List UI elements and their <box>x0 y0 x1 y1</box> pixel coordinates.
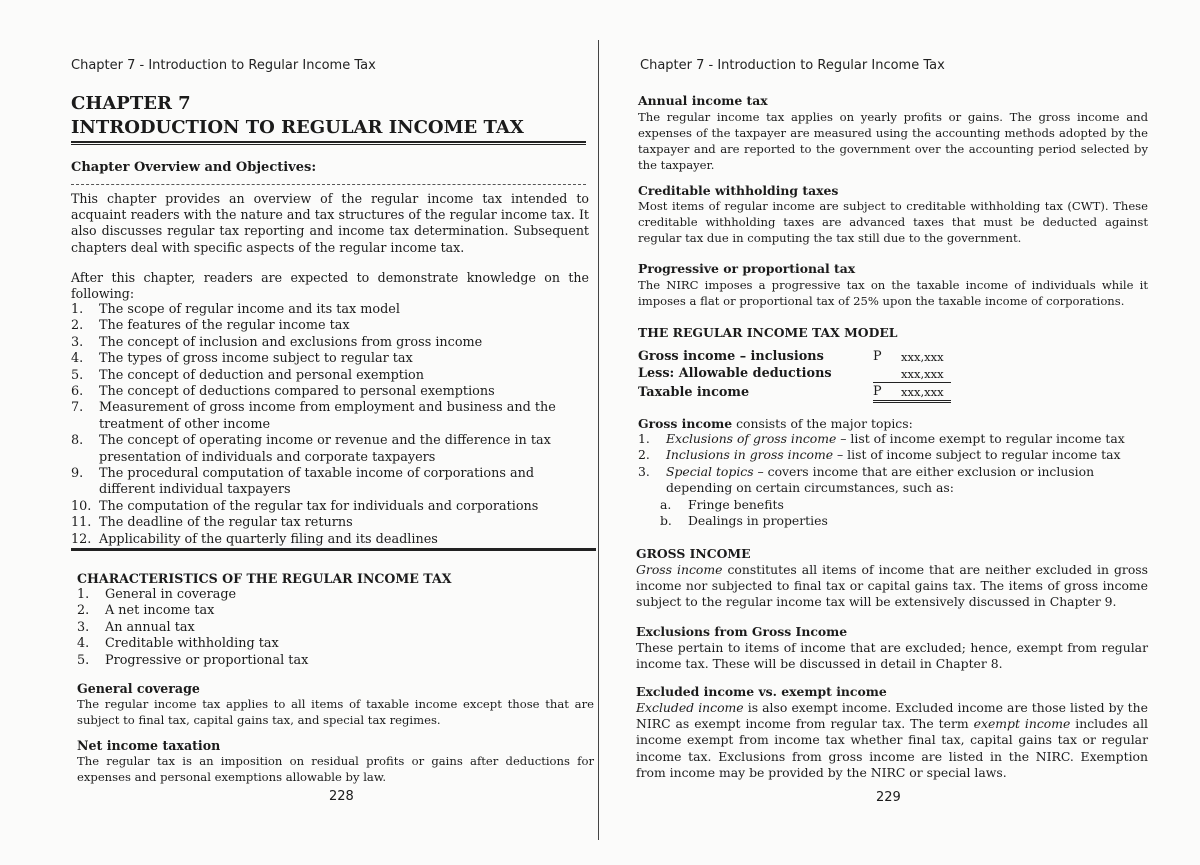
list-item-text: The concept of operating income or revenue and the difference in tax presentation of individuals and corporate taxpayers <box>99 433 551 465</box>
net-income-heading: Net income taxation <box>77 738 221 753</box>
list-item-text <box>666 447 1150 463</box>
after-chapter-paragraph: After this chapter, readers are expected to demonstrate knowledge on the following: <box>71 270 589 302</box>
gross-income-intro <box>638 416 1148 432</box>
list-item-text: Measurement of gross income from employment and business and the treatment of other income <box>99 400 556 432</box>
list-item-text: The computation of the regular tax for individuals and corporations <box>99 498 539 514</box>
list-item <box>71 351 589 367</box>
list-item-text: The features of the regular income tax <box>99 318 350 334</box>
model-amount: xxx,xxx <box>901 383 951 402</box>
progressive-heading: Progressive or proportional tax <box>638 261 856 276</box>
running-head-left: Chapter 7 - Introduction to Regular Income Tax <box>71 58 376 73</box>
page-number-right: 229 <box>876 790 901 805</box>
list-item-text: The types of gross income subject to regular tax <box>99 351 413 367</box>
excluded-vs-exempt-heading: Excluded income vs. exempt income <box>636 684 887 699</box>
dashed-divider <box>71 184 586 185</box>
running-head-right: Chapter 7 - Introduction to Regular Income Tax <box>640 58 945 73</box>
list-item-emphasis: Inclusions in gross income <box>666 447 834 463</box>
list-item-text: An annual tax <box>105 619 195 635</box>
list-item-number: b. <box>660 513 672 529</box>
page-number-left: 228 <box>329 789 354 804</box>
characteristics-list <box>77 587 587 669</box>
list-item-number: a. <box>660 497 672 512</box>
list-item-number: 10. <box>71 498 92 514</box>
list-item-number: 11. <box>71 515 92 531</box>
gross-intro-bold: Gross income <box>638 416 733 431</box>
list-item <box>71 433 589 466</box>
list-item-number: 5. <box>71 367 84 383</box>
list-item-rest: – list of income subject to regular income tax <box>833 447 1121 463</box>
tax-model-table <box>638 348 951 403</box>
list-item <box>77 587 587 603</box>
gross-income-heading: GROSS INCOME <box>636 546 751 561</box>
list-item-text <box>666 431 1150 447</box>
overview-paragraph: This chapter provides an overview of the regular income tax intended to acquaint readers with the nature and tax structures of the regular income tax. It also discusses regular tax reporting and income tax determination. Subsequent chapters deal with specific aspects of the regular income tax. <box>71 191 589 255</box>
progressive-paragraph: The NIRC imposes a progressive tax on the taxable income of individuals while it imposes a flat or proportional tax of 25% upon the taxable income of corporations. <box>638 278 1148 308</box>
model-heading: THE REGULAR INCOME TAX MODEL <box>638 325 898 340</box>
excluded-vs-exempt-paragraph <box>636 700 1148 781</box>
list-item-number: 7. <box>71 400 84 416</box>
list-item-number: 4. <box>71 351 84 367</box>
list-item-number: 4. <box>77 636 90 652</box>
exclusions-paragraph: These pertain to items of income that are excluded; hence, exempt from regular income tax. These will be discussed in detail in Chapter 8. <box>636 640 1148 672</box>
exvs-em1: Excluded income <box>636 700 744 715</box>
list-item <box>660 513 1110 529</box>
list-item <box>660 497 1110 513</box>
gross-intro-rest: consists of the major topics: <box>732 416 913 431</box>
title-rule <box>71 141 586 143</box>
list-item-emphasis: Special topics <box>666 463 754 479</box>
list-item-text: The concept of deduction and personal exemption <box>99 367 424 383</box>
list-item-text: The procedural computation of taxable income of corporations and different individual taxpayers <box>99 466 535 498</box>
subtopics-list <box>660 497 1110 530</box>
overview-heading: Chapter Overview and Objectives: <box>71 160 317 175</box>
list-item-rest: – list of income exempt to regular income tax <box>836 431 1125 446</box>
list-item <box>71 466 589 499</box>
annual-heading: Annual income tax <box>638 93 768 108</box>
list-item-text: The concept of inclusion and exclusions from gross income <box>99 334 483 350</box>
gi-em: Gross income <box>636 562 723 577</box>
cwt-heading: Creditable withholding taxes <box>638 183 839 198</box>
list-item <box>638 447 1150 463</box>
topics-list <box>638 431 1150 497</box>
list-item-text: General in coverage <box>105 587 237 602</box>
title-rule-thin <box>71 144 586 145</box>
list-item-text: A net income tax <box>105 603 215 619</box>
list-item-number: 2. <box>638 447 650 463</box>
list-item-text: The concept of deductions compared to personal exemptions <box>99 384 495 400</box>
characteristics-heading: CHARACTERISTICS OF THE REGULAR INCOME TAX <box>77 571 452 586</box>
list-item-text: Applicability of the quarterly filing and its deadlines <box>99 531 438 547</box>
list-item <box>77 603 587 619</box>
list-item-number: 8. <box>71 433 84 449</box>
list-item-number: 5. <box>77 652 90 668</box>
list-item-number: 1. <box>638 431 650 446</box>
objectives-rule <box>71 548 596 551</box>
general-coverage-paragraph: The regular income tax applies to all items of taxable income except those that are subject to final tax, capital gains tax, and special tax regimes. <box>77 697 594 727</box>
list-item-number: 3. <box>77 619 90 635</box>
list-item <box>71 499 589 515</box>
list-item <box>71 400 589 433</box>
list-item <box>638 431 1150 447</box>
model-label: Less: Allowable deductions <box>638 366 832 382</box>
right-page <box>600 0 1200 865</box>
cwt-paragraph: Most items of regular income are subject to creditable withholding tax (CWT). These creditable withholding taxes are advanced taxes that must be deducted against regular tax due in computing the tax still due to the government. <box>638 199 1148 245</box>
list-item <box>71 515 589 531</box>
list-item-number: 9. <box>71 466 84 482</box>
model-label: Gross income – inclusions <box>638 349 824 364</box>
list-item <box>77 653 587 669</box>
list-item-number: 1. <box>77 587 90 602</box>
model-currency: P <box>873 349 882 364</box>
list-item-number: 3. <box>638 463 650 479</box>
model-row-deductions <box>638 365 951 383</box>
list-item-text: The deadline of the regular tax returns <box>99 515 353 531</box>
list-item-emphasis: Exclusions of gross income <box>666 431 837 446</box>
list-item <box>77 620 587 636</box>
general-coverage-heading: General coverage <box>77 681 200 696</box>
list-item-text <box>666 464 1150 497</box>
gross-income-paragraph <box>636 562 1148 611</box>
net-income-paragraph: The regular tax is an imposition on residual profits or gains after deductions for expenses and personal exemptions allowable by law. <box>77 754 594 784</box>
list-item <box>77 636 587 652</box>
list-item-number: 12. <box>71 531 92 547</box>
list-item-rest: – covers income that are either exclusion or inclusion depending on certain circumstances, such as: <box>666 463 1095 496</box>
gi-rest: constitutes all items of income that are neither excluded in gross income nor subjected to final tax or capital gains tax. The items of gross income subject to the regular income tax will be extensively discussed in Chapter 9. <box>636 562 1148 610</box>
list-item-text: Creditable withholding tax <box>105 636 279 652</box>
list-item <box>71 532 589 548</box>
objectives-list <box>71 302 589 548</box>
model-label: Taxable income <box>638 384 750 400</box>
exvs-part1: is also exempt income. Excluded income are those listed by the NIRC as exempt income from regular tax. The term <box>636 700 1148 732</box>
list-item <box>71 368 589 384</box>
model-row-gross <box>638 348 951 365</box>
list-item <box>71 318 589 334</box>
model-amount: xxx,xxx <box>901 349 944 364</box>
list-item-text: Progressive or proportional tax <box>105 652 309 668</box>
list-item-text: Fringe benefits <box>688 497 784 512</box>
list-item-number: 3. <box>71 334 84 350</box>
list-item-number: 1. <box>71 302 84 317</box>
exclusions-heading: Exclusions from Gross Income <box>636 624 848 639</box>
annual-paragraph: The regular income tax applies on yearly profits or gains. The gross income and expenses of the taxpayer are measured using the accounting methods adopted by the taxpayer and are reported to the government over the accounting period selected by the taxpayer. <box>638 110 1148 172</box>
chapter-number: CHAPTER 7 <box>71 93 191 114</box>
list-item <box>71 302 589 318</box>
model-amount: xxx,xxx <box>901 365 951 383</box>
list-item-number: 6. <box>71 384 84 400</box>
chapter-title: INTRODUCTION TO REGULAR INCOME TAX <box>71 117 524 138</box>
list-item-number: 2. <box>71 318 84 334</box>
list-item <box>71 335 589 351</box>
list-item-text: Dealings in properties <box>688 513 828 529</box>
model-currency: P <box>873 383 901 402</box>
exvs-em2: exempt income <box>973 716 1071 732</box>
list-item <box>638 464 1150 497</box>
model-currency <box>873 365 901 383</box>
list-item <box>71 384 589 400</box>
model-row-taxable <box>638 383 951 402</box>
list-item-text: The scope of regular income and its tax model <box>99 302 400 317</box>
list-item-number: 2. <box>77 603 90 619</box>
book-spine <box>598 40 599 840</box>
exvs-part2: includes all income exempt from income tax whether final tax, capital gains tax or regular income tax. Exclusions from gross income are listed in the NIRC. Exemption from income may be provided by the NIRC or special laws. <box>636 716 1148 780</box>
